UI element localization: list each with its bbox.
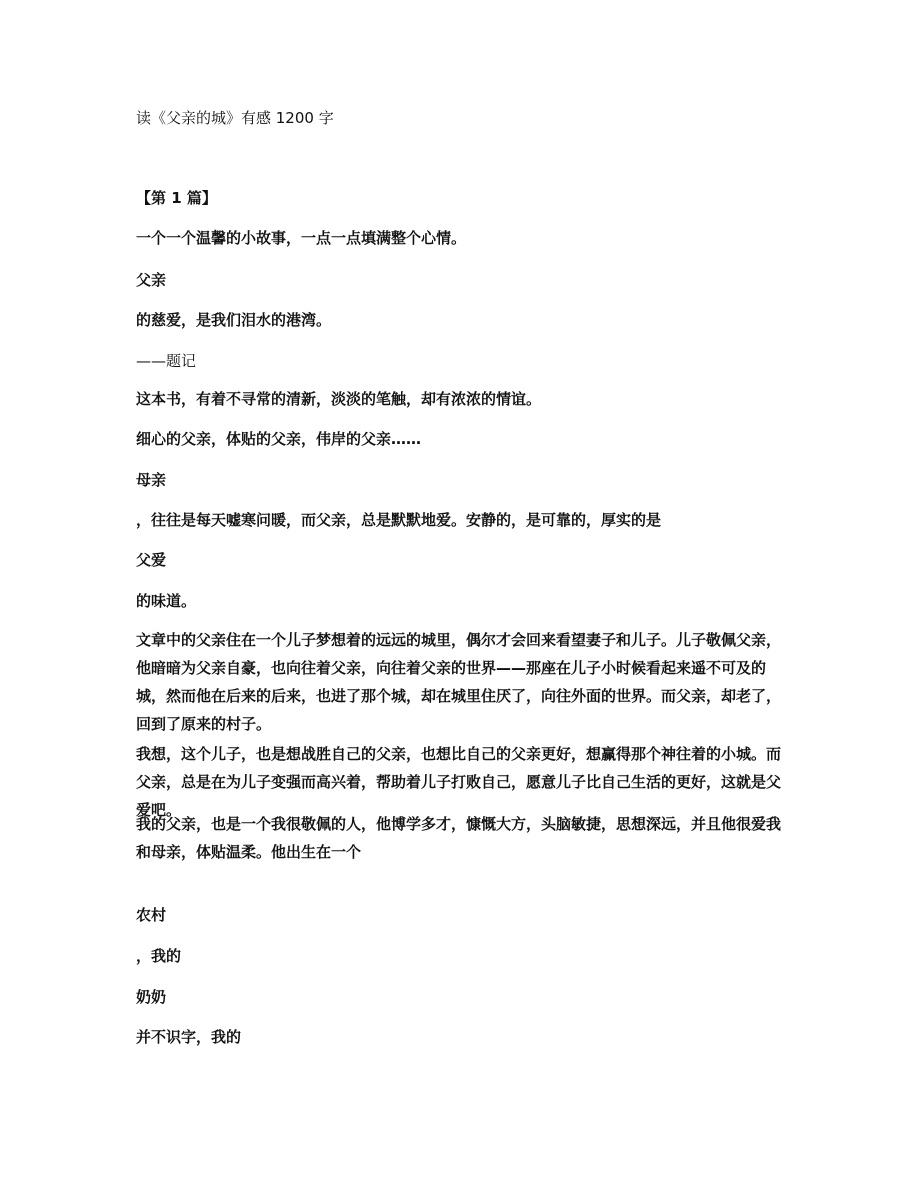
text-line: 奶奶 — [136, 988, 167, 1006]
text-line: 并不识字，我的 — [136, 1028, 242, 1046]
text-line: ，我的 — [136, 947, 182, 965]
text-line: 细心的父亲，体贴的父亲，伟岸的父亲…… — [136, 430, 422, 448]
text-line: 母亲 — [136, 471, 167, 489]
text-line: 的慈爱，是我们泪水的港湾。 — [136, 311, 332, 329]
text-line: 父爱 — [136, 551, 167, 569]
text-line: 农村 — [136, 906, 167, 924]
paragraph: 我的父亲，也是一个我很敬佩的人，他博学多才，慷慨大方，头脑敏捷，思想深远，并且他很爱我和母亲，体贴温柔。他出生在一个 — [136, 815, 782, 861]
text-line: 这本书，有着不寻常的清新，淡淡的笔触，却有浓浓的情谊。 — [136, 390, 542, 408]
section-heading: 【第 1 篇】 — [136, 189, 217, 207]
paragraph: 文章中的父亲住在一个儿子梦想着的远远的城里，偶尔才会回来看望妻子和儿子。儿子敬佩父亲，他暗暗为父亲自豪，也向往着父亲，向往着父亲的世界——那座在儿子小时候看起来遥不可及的城，然而他在后来的后来，也进了那个城，却在城里住厌了，向往外面的世界。而父亲，却老了，回到了原来的村子。 — [136, 631, 782, 733]
text-line: ——题记 — [136, 352, 197, 370]
text-line: 一个一个温馨的小故事，一点一点填满整个心情。 — [136, 229, 467, 247]
text-line: 的味道。 — [136, 592, 197, 610]
paragraph: 我想，这个儿子，也是想战胜自己的父亲，也想比自己的父亲更好，想赢得那个神往着的小城。而父亲，总是在为儿子变强而高兴着，帮助着儿子打败自己，愿意儿子比自己生活的更好，这就是父爱吧。 — [136, 745, 782, 819]
document-title: 读《父亲的城》有感 1200 字 — [136, 109, 334, 127]
text-line: ，往往是每天嘘寒问暖，而父亲，总是默默地爱。安静的，是可靠的，厚实的是 — [136, 511, 662, 529]
text-line: 父亲 — [136, 271, 167, 289]
